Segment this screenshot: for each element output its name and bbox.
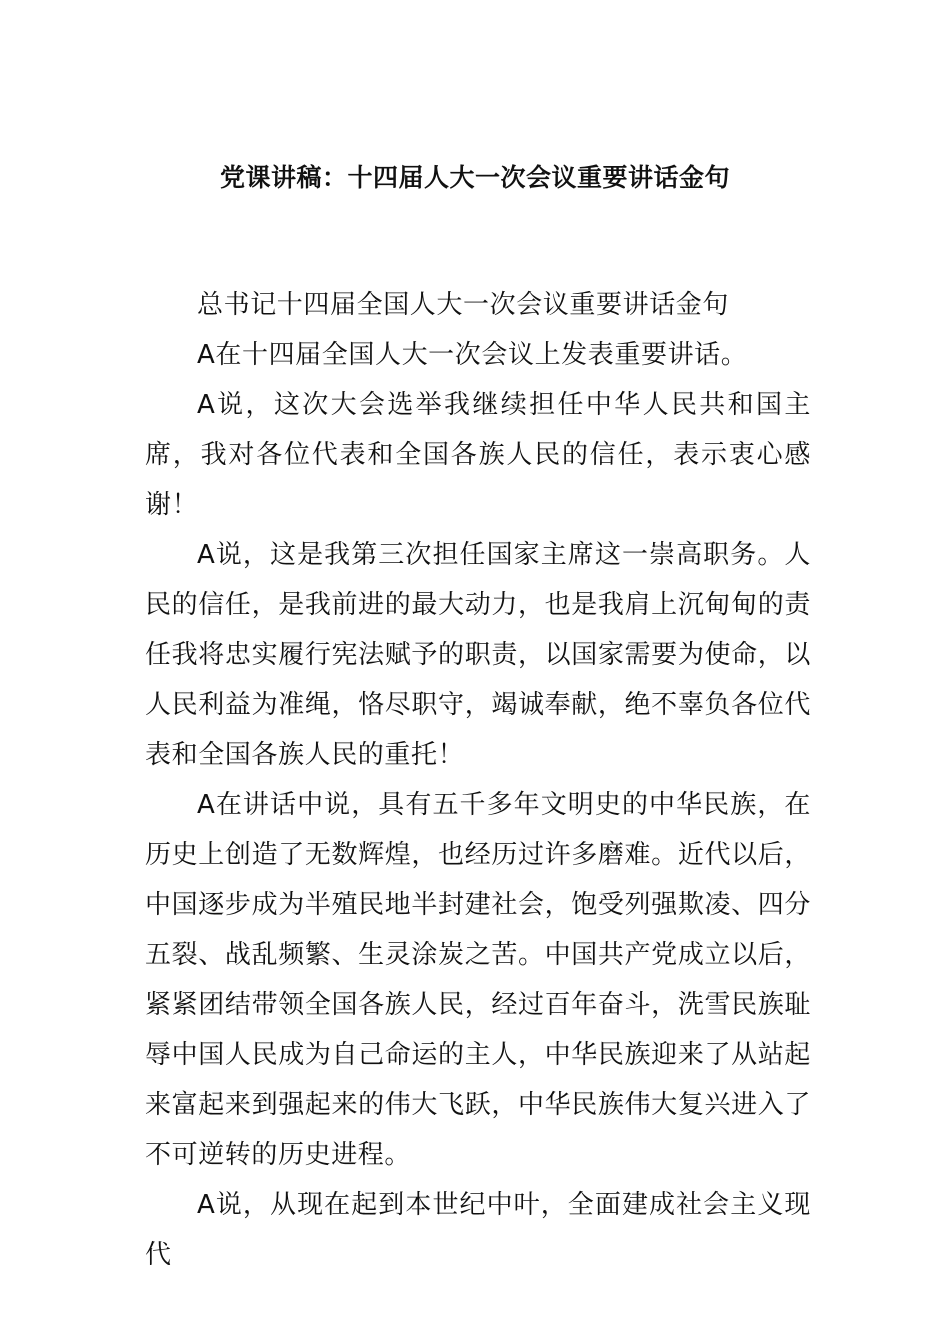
- document-body: [145, 280, 811, 1280]
- paragraph: A说，从现在起到本世纪中叶，全面建成社会主义现代: [145, 1190, 811, 1270]
- document-title: 党课讲稿：十四届人大一次会议重要讲话金句: [219, 163, 730, 192]
- paragraph: A说，这次大会选举我继续担任中华人民共和国主席，我对各位代表和全国各族人民的信任，表示衷心感谢！: [145, 390, 811, 520]
- paragraph: A在十四届全国人大一次会议上发表重要讲话。: [197, 340, 748, 370]
- paragraph: A说，这是我第三次担任国家主席这一崇高职务。人民的信任，是我前进的最大动力，也是我肩上沉甸甸的责任我将忠实履行宪法赋予的职责，以国家需要为使命，以人民利益为准绳，恪尽职守，竭诚奉献，绝不辜负各位代表和全国各族人民的重托！: [145, 540, 811, 770]
- paragraph-subtitle: 总书记十四届全国人大一次会议重要讲话金句: [197, 290, 730, 320]
- paragraph: A在讲话中说，具有五千多年文明史的中华民族，在历史上创造了无数辉煌，也经历过许多磨难。近代以后，中国逐步成为半殖民地半封建社会，饱受列强欺凌、四分五裂、战乱频繁、生灵涂炭之苦。中国共产党成立以后，紧紧团结带领全国各族人民，经过百年奋斗，洗雪民族耻辱中国人民成为自己命运的主人，中华民族迎来了从站起来富起来到强起来的伟大飞跃，中华民族伟大复兴进入了不可逆转的历史进程。: [145, 790, 811, 1170]
